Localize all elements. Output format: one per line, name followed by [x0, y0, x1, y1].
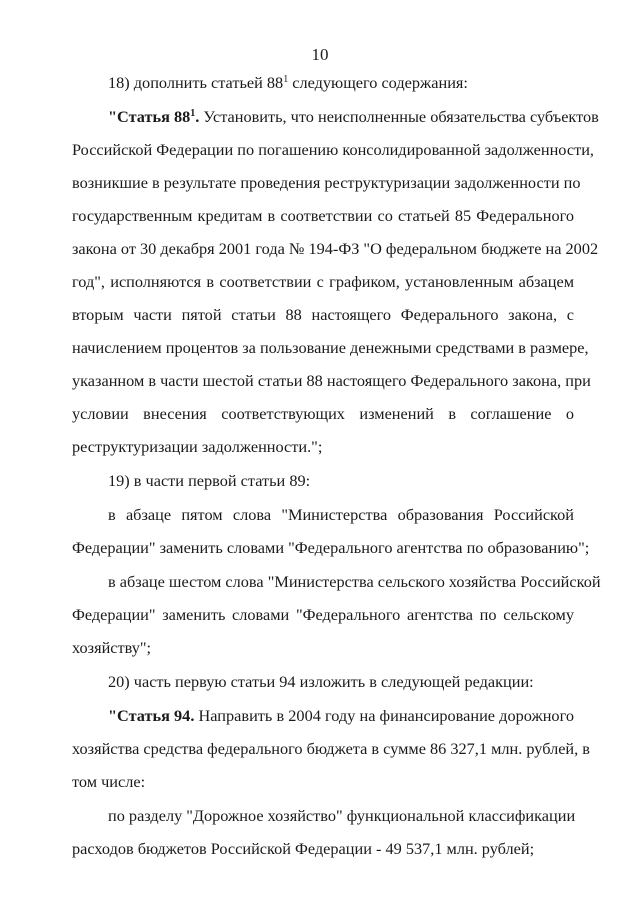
article-88-1-label-dot: . — [195, 107, 200, 126]
article-94-text-line-0: Направить в 2004 году на финансирование дорожного — [194, 706, 574, 725]
article-88-1-label-sup: 1 — [190, 108, 196, 119]
article-94-label: "Статья 94. — [108, 706, 195, 725]
item-18-intro-sup: 1 — [283, 74, 289, 85]
article-88-1-text-line-10: реструктуризации задолженности."; — [72, 437, 323, 456]
item-19-p1-line-1: Федерации" заменить словами "Федерального агентства по образованию"; — [72, 538, 590, 557]
article-94-text-line-1: хозяйства средства федерального бюджета в сумме 86 327,1 млн. рублей, в — [72, 739, 590, 758]
item-18-intro — [108, 72, 574, 94]
article-88-1-label-text: "Статья 88 — [108, 107, 191, 126]
article-88-1-label — [108, 107, 199, 126]
article-88-1-text-line-7: начислением процентов за пользование денежными средствами в размере, — [72, 338, 589, 357]
article-88-1-first-line — [108, 106, 599, 128]
article-88-1-text-line-3: государственным кредитам в соответствии со статьей 85 Федерального — [72, 206, 574, 225]
article-88-1-text-line-4: закона от 30 декабря 2001 года № 194-ФЗ "О федеральном бюджете на 2002 — [72, 239, 599, 258]
article-88-1-text-line-0: Установить, что неисполненные обязательства субъектов — [199, 107, 599, 126]
item-19-intro: 19) в части первой статьи 89: — [108, 471, 311, 490]
item-20-intro: 20) часть первую статьи 94 изложить в следующей редакции: — [108, 672, 534, 691]
article-88-1-text-line-6: вторым части пятой статьи 88 настоящего Федерального закона, с — [72, 305, 574, 324]
article-88-1-text-line-5: год", исполняются в соответствии с графиком, установленным абзацем — [72, 272, 574, 291]
article-88-1-text-line-1: Российской Федерации по погашению консолидированной задолженности, — [72, 140, 594, 159]
article-94-first-line — [108, 705, 574, 727]
item-19-p1-line-0: в абзаце пятом слова "Министерства образования Российской — [108, 505, 574, 524]
item-18-intro-text: 18) дополнить статьей 88 — [108, 73, 284, 92]
article-88-1-text-line-2: возникшие в результате проведения реструктуризации задолженности по — [72, 173, 581, 192]
item-19-p2-line-0: в абзаце шестом слова "Министерства сельского хозяйства Российской — [108, 572, 601, 591]
item-19-p2-line-2: хозяйству"; — [72, 638, 152, 657]
article-88-1-text-line-9: условии внесения соответствующих изменений в соглашение о — [72, 404, 574, 423]
article-94-p2-line-0: по разделу "Дорожное хозяйство" функциональной классификации — [108, 806, 576, 825]
item-19-p2-line-1: Федерации" заменить словами "Федерального агентства по сельскому — [72, 605, 574, 624]
article-94-p2-line-1: расходов бюджетов Российской Федерации - 49 537,1 млн. рублей; — [72, 839, 535, 858]
page-number: 10 — [311, 45, 329, 64]
item-18-intro-end: следующего содержания: — [288, 73, 468, 92]
article-88-1-text-line-8: указанном в части шестой статьи 88 настоящего Федерального закона, при — [72, 371, 591, 390]
article-94-text-line-2: том числе: — [72, 772, 146, 791]
